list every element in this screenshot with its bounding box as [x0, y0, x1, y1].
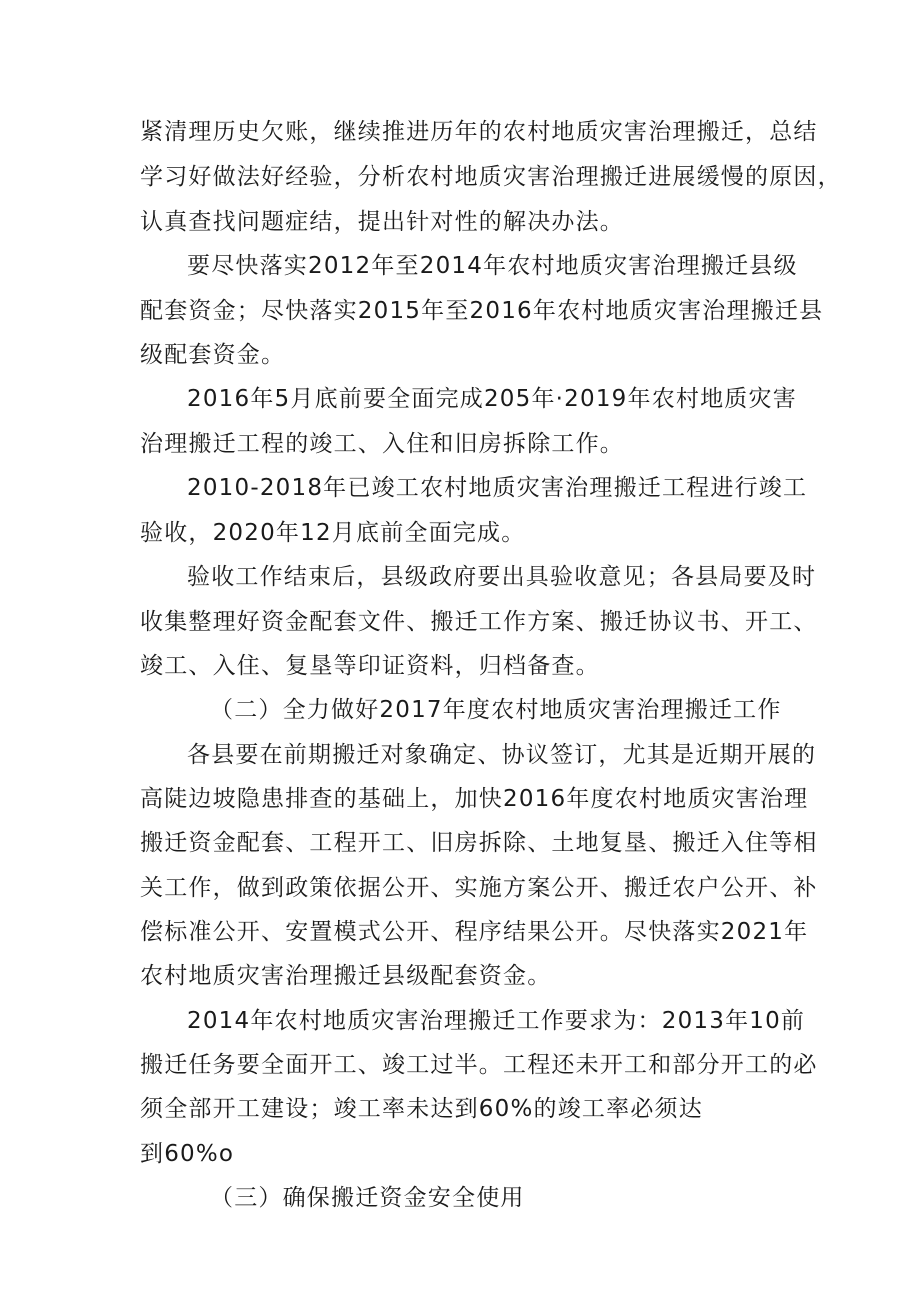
- section-heading: （二）全力做好2017年度农村地质灾害治理搬迁工作: [210, 697, 782, 723]
- text-line: 竣工、入住、复垦等印证资料，归档备查。: [140, 653, 600, 679]
- text-line: 各县要在前期搬迁对象确定、协议签订，尤其是近期开展的: [187, 742, 817, 768]
- text-line: 关工作，做到政策依据公开、实施方案公开、搬迁农户公开、补: [140, 875, 818, 901]
- text-line: 须全部开工建设；竣工率未达到60%的竣工率必须达: [140, 1096, 703, 1122]
- text-line: 要尽快落实2012年至2014年农村地质灾害治理搬迁县级: [187, 253, 798, 279]
- text-line: 验收，2020年12月底前全面完成。: [140, 520, 526, 546]
- text-line: 收集整理好资金配套文件、搬迁工作方案、搬迁协议书、开工、: [140, 609, 818, 635]
- text-line: 农村地质灾害治理搬迁县级配套资金。: [140, 963, 552, 989]
- text-line: 到60%o: [140, 1141, 235, 1167]
- text-line: 2016年5月底前要全面完成205年·2019年农村地质灾害: [187, 386, 797, 412]
- text-line: 2010-2018年已竣工农村地质灾害治理搬迁工程进行竣工: [187, 475, 808, 501]
- text-line: 紧清理历史欠账，继续推进历年的农村地质灾害治理搬迁，总结: [140, 119, 818, 145]
- text-line: 偿标准公开、安置模式公开、程序结果公开。尽快落实2021年: [140, 919, 809, 945]
- text-line: 级配套资金。: [140, 342, 286, 368]
- text-line: 治理搬迁工程的竣工、入住和旧房拆除工作。: [140, 431, 624, 457]
- text-line: 认真查找问题症结，提出针对性的解决办法。: [140, 209, 624, 235]
- text-line: 高陡边坡隐患排查的基础上，加快2016年度农村地质灾害治理: [140, 786, 809, 812]
- text-line: 验收工作结束后，县级政府要出具验收意见；各县局要及时: [187, 564, 817, 590]
- text-line: 学习好做法好经验，分析农村地质灾害治理搬迁进展缓慢的原因，: [140, 164, 842, 190]
- text-line: 搬迁资金配套、工程开工、旧房拆除、土地复垦、搬迁入住等相: [140, 830, 818, 856]
- text-line: 2014年农村地质灾害治理搬迁工作要求为：2013年10前: [187, 1008, 806, 1034]
- text-line: 搬迁任务要全面开工、竣工过半。工程还未开工和部分开工的必: [140, 1052, 818, 1078]
- section-heading: （三）确保搬迁资金安全使用: [210, 1185, 525, 1211]
- text-line: 配套资金；尽快落实2015年至2016年农村地质灾害治理搬迁县: [140, 298, 824, 324]
